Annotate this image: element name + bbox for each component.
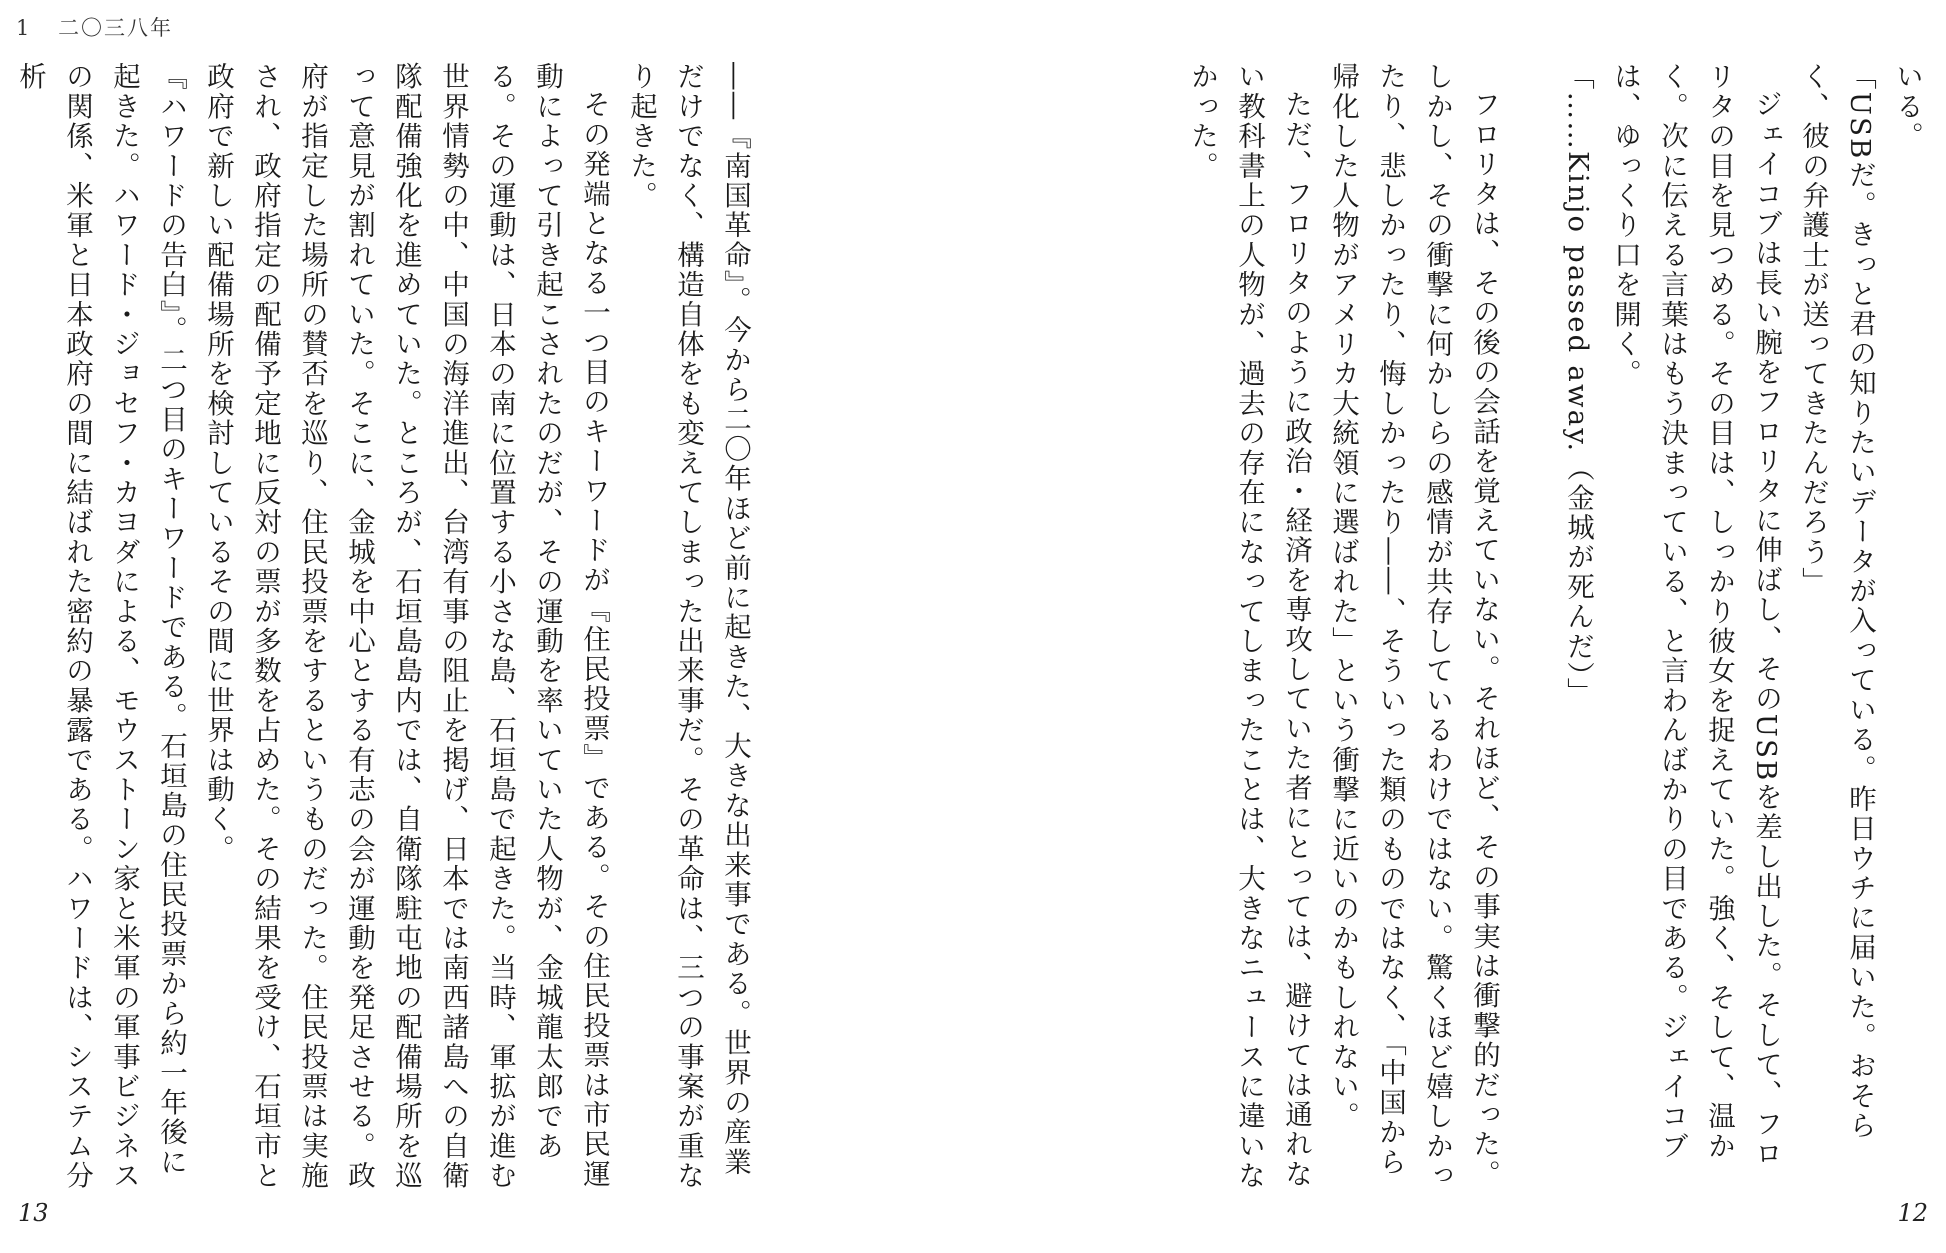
- page-number: 13: [18, 1199, 49, 1227]
- dialogue-line: 「……Kinjo passed away.（金城が死んだ）」: [1562, 62, 1594, 707]
- right-page: [973, 0, 1946, 1253]
- left-page-body-text: [13, 62, 758, 1192]
- paragraph: ――『南国革命』。今から二〇年ほど前に起きた、大きな出来事である。世界の産業だけでなく、構造自体をも変えてしまった出来事だ。その革命は、三つの事案が重なり起きた。: [625, 62, 751, 1191]
- right-page-body-text: [1110, 62, 1930, 1192]
- chapter-number: 1: [16, 16, 32, 40]
- chapter-title: 二〇三八年: [58, 16, 174, 40]
- running-header: [16, 12, 173, 42]
- paragraph: その発端となる一つ目のキーワードが『住民投票』である。その住民投票は市民運動によって引き起こされたのだが、その運動を率いていた人物が、金城龍太郎である。その運動は、日本の南に位置する小さな島、石垣島で起きた。当時、軍拡が進む世界情勢の中、中国の海洋進出、台湾有事の阻止を掲げ、日本では南西諸島への自衛隊配備強化を進めていた。ところが、石垣島島内では、自衛隊駐屯地の配備場所を巡って意見が割れていた。そこに、金城を中心とする有志の会が運動を発足させる。政府が指定した場所の賛否を巡り、住民投票をするというものだった。住民投票は実施され、政府指定の配備予定地に反対の票が多数を占めた。その結果を受け、石垣市と政府で新しい配備場所を検討しているその間に世界は動く。: [202, 62, 610, 1191]
- paragraph: いる。: [1891, 62, 1923, 152]
- paragraph: フロリタは、その後の会話を覚えていない。それほど、その事実は衝撃的だった。しかし、その衝撃に何かしらの感情が共存しているわけではない。驚くほど嬉しかったり、悲しかったり、悔しかったり――、そういった類のものではなく、「中国から帰化した人物がアメリカ大統領に選ばれた」という衝撃に近いのかもしれない。: [1327, 62, 1500, 1191]
- paragraph: ただ、フロリタのように政治・経済を専攻していた者にとっては、避けては通れない教科書上の人物が、過去の存在になってしまったことは、大きなニュースに違いなかった。: [1186, 62, 1312, 1191]
- paragraph: 『ハワードの告白』。二つ目のキーワードである。石垣島の住民投票から約一年後に起きた。ハワード・ジョセフ・カヨダによる、モウストーン家と米軍の軍事ビジネスの関係、米軍と日本政府の間に結ばれた密約の暴露である。ハワードは、システム分析: [14, 62, 187, 1191]
- page-number: 12: [1897, 1199, 1928, 1227]
- dialogue-line: 「USBだ。きっと君の知りたいデータが入っている。昨日ウチに届いた。おそらく、彼の弁護士が送ってきたんだろう」: [1797, 62, 1876, 1141]
- paragraph: ジェイコブは長い腕をフロリタに伸ばし、そのUSBを差し出した。そして、フロリタの目を見つめる。その目は、しっかり彼女を捉えていた。強く、そして、温かく。次に伝える言葉はもう決まっている、と言わんばかりの目である。ジェイコブは、ゆっくり口を開く。: [1609, 62, 1782, 1169]
